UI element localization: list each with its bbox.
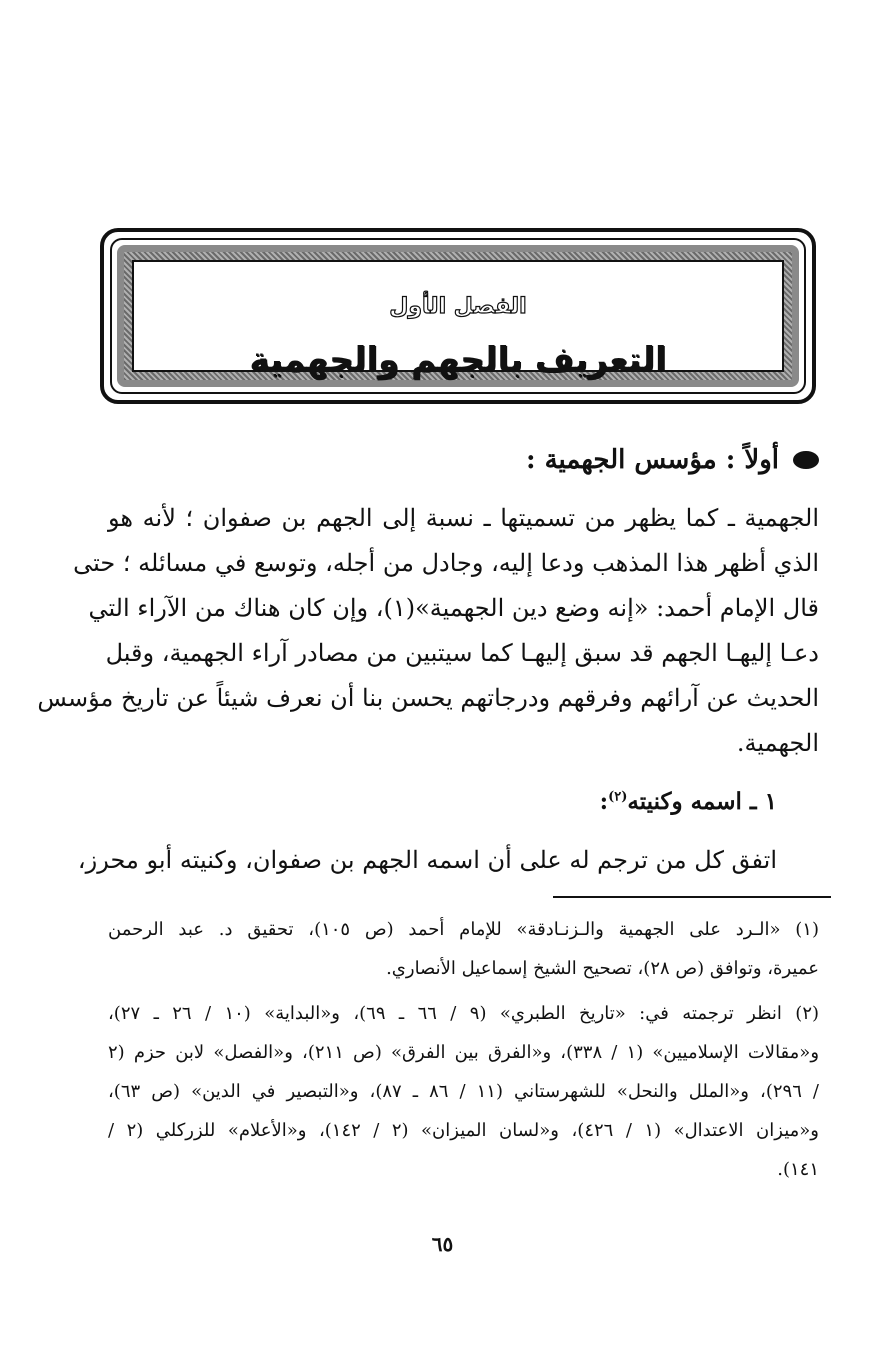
body-line: الذي أظهر هذا المذهب ودعا إليه، وجادل من أجله، وتوسع في مسائله ؛ حتى: [73, 549, 819, 577]
footnote-divider: [553, 896, 831, 898]
body-line: الحديث عن آرائهم وفرقهم ودرجاتهم يحسن بنا أن نعرف شيئاً عن تاريخ مؤسس: [37, 684, 819, 712]
footnotes: [108, 910, 819, 1189]
body-line: دعـا إليهـا الجهم قد سبق إليهـا كما سيتبين من مصادر آراء الجهمية، وقبل: [105, 639, 819, 667]
footnote-ref: (٢): [608, 789, 628, 805]
bullet-icon: [793, 451, 819, 469]
footnote-1-line: عميرة، وتوافق (ص ٢٨)، تصحيح الشيخ إسماعيل الأنصاري.: [386, 958, 819, 979]
footnote-2-line: (٢) انظر ترجمته في: «تاريخ الطبري» (٩ / ٦٦ ـ ٦٩)، و«البداية» (١٠ / ٢٦ ـ ٢٧)،: [108, 1003, 820, 1024]
footnote-1-line: (١) «الـرد على الجهمية والـزنـادقة» للإمام أحمد (ص ١٠٥)، تحقيق د. عبد الرحمن: [108, 919, 819, 940]
footnote-2-line: و«ميزان الاعتدال» (١ / ٤٢٦)، و«لسان الميزان» (٢ / ١٤٢)، و«الأعلام» للزركلي (٢ /: [108, 1120, 819, 1141]
chapter-title: التعريف بالجهم والجهمية: [249, 340, 667, 380]
subsection-colon: :: [599, 788, 609, 815]
frame-ornament-band: [117, 245, 799, 387]
page-number: ٦٥: [431, 1232, 454, 1256]
footnote-2-line: / ٢٩٦)، و«الملل والنحل» للشهرستاني (١١ / ٨٦ ـ ٨٧)، و«التبصير في الدين» (ص ٦٣)،: [108, 1081, 819, 1102]
footnote-2-line: ١٤١).: [777, 1159, 819, 1180]
body-line: الجهمية ـ كما يظهر من تسميتها ـ نسبة إلى الجهم بن صفوان ؛ لأنه هو: [108, 504, 820, 532]
body-line: قال الإمام أحمد: «إنه وضع دين الجهمية»(١)، وإن كان هناك من الآراء التي: [88, 594, 819, 622]
subsection-heading: [600, 782, 777, 822]
name-paragraph: اتفق كل من ترجم له على أن اسمه الجهم بن صفوان، وكنيته أبو محرز،: [77, 846, 777, 874]
body-paragraph: [37, 496, 820, 766]
footnote-2-line: و«مقالات الإسلاميين» (١ / ٣٣٨)، و«الفرق بين الفرق» (ص ٢١١)، و«الفصل» لابن حزم (٢: [108, 1042, 820, 1063]
section-heading-text: أولاً : مؤسس الجهمية :: [525, 445, 779, 475]
body-line: الجهمية.: [736, 729, 819, 757]
frame-inner-panel: [132, 260, 784, 380]
chapter-label: الفصل الأول: [389, 294, 527, 319]
chapter-frame: [100, 228, 816, 404]
subsection-heading-text: ١ ـ اسمه وكنيته: [627, 788, 777, 815]
section-heading: [526, 440, 819, 480]
frame-border: [110, 238, 806, 394]
